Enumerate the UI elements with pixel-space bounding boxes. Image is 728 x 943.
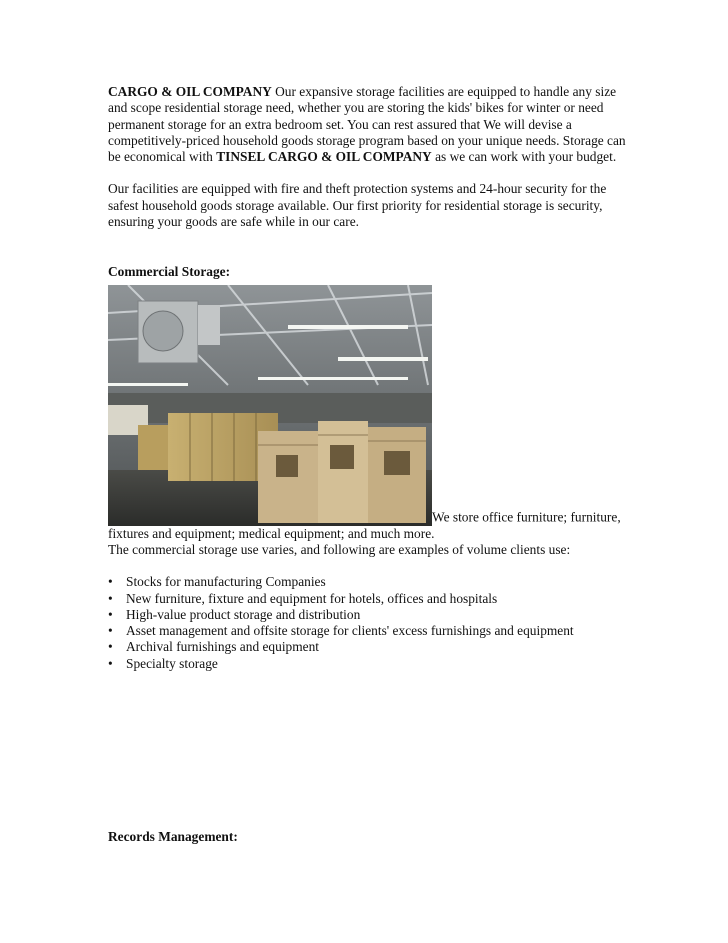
records-management-heading: Records Management: bbox=[108, 829, 238, 844]
photo-caption-block bbox=[108, 285, 628, 542]
company-name-full: TINSEL CARGO & OIL COMPANY bbox=[216, 149, 432, 165]
bullet-icon: • bbox=[108, 590, 113, 606]
list-item: • Specialty storage bbox=[108, 655, 218, 671]
list-item: • New furniture, fixture and equipment for hotels, offices and hospitals bbox=[108, 590, 498, 606]
list-item: • High-value product storage and distribution bbox=[108, 606, 361, 622]
list-item: • Asset management and offsite storage for clients' excess furnishings and equipment bbox=[108, 623, 574, 639]
list-item: • Stocks for manufacturing Companies bbox=[108, 574, 326, 590]
bullet-icon: • bbox=[108, 574, 113, 590]
usage-line: The commercial storage use varies, and following are examples of volume clients use: bbox=[108, 541, 571, 557]
intro-text-a: Our expansive storage facilities are equipped to handle any size and scope residential storage need, whether you are storing the kids' bikes for winter or need permanent storage for an extra bedroom set. You can rest assured that We will devise a competitively-priced household goods storage program based on your unique needs. Storage can be economical with bbox=[108, 84, 626, 165]
security-paragraph: Our facilities are equipped with fire and theft protection systems and 24-hour security for the safest household goods storage available. Our first priority for residential storage is security, ensuring your goods are safe while in our care. bbox=[108, 181, 607, 230]
list-item: • Archival furnishings and equipment bbox=[108, 639, 320, 655]
bullet-icon: • bbox=[108, 623, 113, 639]
document-body bbox=[108, 84, 628, 672]
commercial-storage-heading: Commercial Storage: bbox=[108, 264, 231, 280]
warehouse-photo bbox=[108, 285, 432, 526]
bullet-icon: • bbox=[108, 639, 113, 655]
intro-paragraph bbox=[108, 84, 628, 165]
bullet-icon: • bbox=[108, 606, 113, 622]
bullet-icon: • bbox=[108, 655, 113, 671]
company-name-lead: CARGO & OIL COMPANY bbox=[108, 84, 272, 99]
photo-caption: We store office furniture; furniture, fixtures and equipment; medical equipment; and much more. bbox=[108, 509, 621, 541]
intro-text-b: as we can work with your budget. bbox=[431, 149, 617, 165]
client-use-list bbox=[108, 574, 628, 672]
